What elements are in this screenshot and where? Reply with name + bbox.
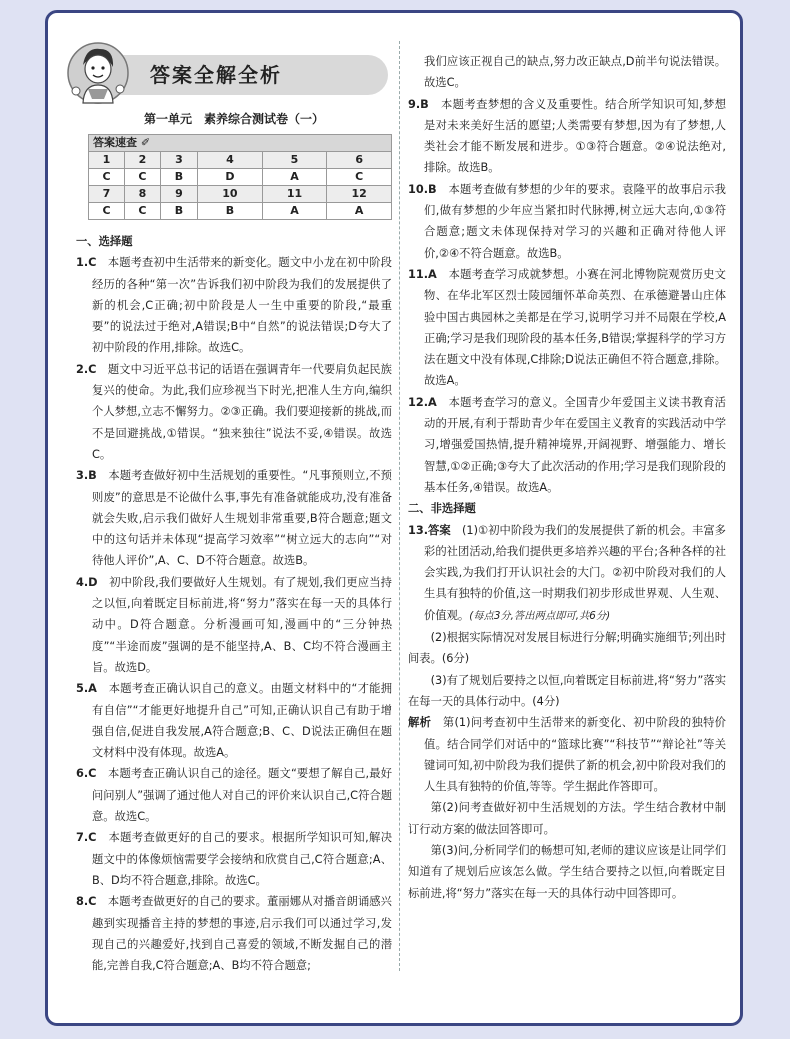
section-heading: 一、选择题	[76, 235, 133, 248]
item-text: 本题考查学习的意义。全国青少年爱国主义读书教育活动的开展,有利于帮助青少年在爱国主义教育的实践活动中学习,增强爱国热情,提升精神境界,开阔视野、增强能力、增长智慧,①②正确;③夸大了此次活动的作用;学习是我们现阶段的基本任务,④错误。故选A。	[424, 395, 726, 494]
item-text: 本题考查梦想的含义及重要性。结合所学知识可知,梦想是对未来美好生活的愿望;人类需要有梦想,因为有了梦想,人类社会才能不断发展和进步。①③符合题意。②④说法绝对,排除。故选B。	[424, 97, 726, 175]
table-cell: C	[124, 203, 160, 220]
item-text: 本题考查做更好的自己的要求。根据所学知识可知,解决题文中的体像烦恼需要学会接纳和欣赏自己,C符合题意;A、B、D均不符合题意,排除。故选C。	[92, 831, 392, 887]
table-row	[89, 152, 392, 169]
item-text: 本题考查初中生活带来的新变化。题文中小龙在初中阶段经历的各种“第一次”告诉我们初中阶段为我们的发展提供了新的机会,C正确;初中阶段是人一生中重要的阶段,“最重要”的说法过于绝对,A错误;B中“自然”的说法错误;D夸大了初中阶段的作用,排除。故选C。	[92, 256, 392, 355]
item-text: 初中阶段,我们要做好人生规划。有了规划,我们更应当持之以恒,向着既定目标前进,将“努力”落实在每一天的具体行动中。D符合题意。分析漫画可知,漫画中的“三分钟热度”“半途而废”强调的是不能坚持,A、B、C均不符合漫画主旨。故选D。	[92, 575, 392, 674]
analysis-text: 第(1)问考查初中生活带来的新变化、初中阶段的独特价值。结合同学们对话中的“篮球比赛”“科技节”“辩论社”等关键词可知,初中阶段为我们提供了新的机会,初中阶段对我们的人生具有独特的价值,等等。学生据此作答即可。	[424, 716, 726, 794]
item-text: 本题考查正确认识自己的意义。由题文材料中的“才能拥有自信”“才能更好地提升自己”可知,正确认识自己有助于增强自信,促进自我发展,A符合题意;B、C、D说法正确但在题文材料中没有体现。故选A。	[92, 682, 392, 760]
item-number: 3.B	[76, 469, 97, 483]
item-number: 2.C	[76, 362, 97, 376]
header-banner	[66, 39, 388, 113]
table-cell: 8	[124, 186, 160, 203]
table-cell: B	[160, 203, 197, 220]
mascot-boy-illustration	[66, 39, 130, 109]
item-text: 本题考查做有梦想的少年的要求。袁隆平的故事启示我们,做有梦想的少年应当紧扣时代脉搏,树立远大志向,①③符合题意;题文未体现保持对学习的兴趣和正确对待他人评价,②④不符合题意。故选B。	[424, 182, 726, 260]
item-number: 11.A	[408, 267, 437, 281]
analysis-part: 第(2)问考查做好初中生活规划的方法。学生结合教材中制订行动方案的做法回答即可。	[408, 801, 726, 836]
banner-title: 答案全解全析	[150, 63, 282, 87]
item-text: 题文中习近平总书记的话语在强调青年一代要肩负起民族复兴的使命。为此,我们应珍视当下时光,把准人生方向,编织个人梦想,立志不懈努力。②③正确。我们要迎接新的挑战,而不是回避挑战,①错误。“独来独往”说法不妥,④错误。故选C。	[92, 362, 392, 461]
section-heading: 二、非选择题	[408, 502, 476, 516]
table-cell: B	[198, 203, 263, 220]
answer-item	[76, 678, 392, 763]
item-number: 1.C	[76, 256, 97, 270]
item-number: 10.B	[408, 182, 437, 196]
table-row	[89, 169, 392, 186]
table-cell: A	[327, 203, 392, 220]
analysis-item	[408, 712, 726, 797]
table-cell: 12	[327, 186, 392, 203]
item-text: (1)①初中阶段为我们的发展提供了新的机会。丰富多彩的社团活动,给我们提供更多培养兴趣的平台;各种各样的社会实践,为我们打开认识社会的大门。②初中阶段对我们的人生具有独特的价值,这一时期我们初步形成世界观、人生观、价值观。	[424, 523, 726, 622]
page-frame	[45, 10, 743, 1026]
item-text: 本题考查做更好的自己的要求。董丽娜从对播音朗诵感兴趣到实现播音主持的梦想的事迹,启示我们可以通过学习,发现自己的兴趣爱好,找到自己喜爱的领域,不断发掘自己的潜能,完善自我,C符合题意;A、B均不符合题意;	[92, 895, 392, 973]
table-cell: 7	[89, 186, 125, 203]
item-text: 本题考查做好初中生活规划的重要性。“凡事预则立,不预则废”的意思是不论做什么事,事先有准备就能成功,没有准备就会失败,启示我们做好人生规划非常重要,B符合题意;题文中的这句话并未体现“提高学习效率”“树立远大的志向”“对待他人评价”,A、C、D不符合题意。故选B。	[92, 469, 392, 568]
table-cell: 4	[198, 152, 263, 169]
table-cell: C	[327, 169, 392, 186]
table-cell: 2	[124, 152, 160, 169]
item-number: 13.答案	[408, 523, 451, 537]
table-cell: A	[262, 169, 327, 186]
answer-item-continued: 我们应该正视自己的缺点,努力改正缺点,D前半句说法错误。故选C。	[424, 55, 726, 90]
item-text: 本题考查学习成就梦想。小赛在河北博物院观赏历史文物、在华北军区烈士陵园缅怀革命英烈、在承德避暑山庄体验中国古典园林之美都是在学习,说明学习并不局限在学校,A正确;学习是我们现阶段的基本任务,B错误;掌握科学的学习方法在题文中没有体现,C排除;D说法正确但不符合题意,排除。故选A。	[424, 267, 726, 388]
answer-table-header: 答案速查 ✐	[89, 135, 392, 152]
table-cell: D	[198, 169, 263, 186]
table-cell: 1	[89, 152, 125, 169]
answer-item	[76, 465, 392, 571]
table-cell: 10	[198, 186, 263, 203]
answer-item	[76, 827, 392, 891]
table-row	[89, 186, 392, 203]
item-number: 6.C	[76, 767, 97, 781]
item-number: 12.A	[408, 395, 437, 409]
answer-item	[408, 520, 726, 627]
answer-item	[76, 572, 392, 678]
table-cell: C	[89, 203, 125, 220]
answer-item	[408, 94, 726, 179]
item-number: 4.D	[76, 575, 98, 589]
answer-table	[88, 134, 392, 220]
right-column	[408, 51, 726, 904]
scoring-note: (每点3分,答出两点即可,共6分)	[469, 609, 611, 622]
table-cell: 3	[160, 152, 197, 169]
table-cell: 6	[327, 152, 392, 169]
table-cell: C	[124, 169, 160, 186]
table-cell: 9	[160, 186, 197, 203]
answer-item	[408, 392, 726, 498]
table-cell: 11	[262, 186, 327, 203]
answer-item	[76, 252, 392, 358]
item-number: 9.B	[408, 97, 429, 111]
item-number: 7.C	[76, 831, 97, 845]
table-cell: 5	[262, 152, 327, 169]
table-cell: A	[262, 203, 327, 220]
answer-item	[76, 891, 392, 976]
column-divider	[399, 41, 400, 971]
item-number: 5.A	[76, 682, 97, 696]
answer-item	[408, 179, 726, 264]
answer-part: (3)有了规划后要持之以恒,向着既定目标前进,将“努力”落实在每一天的具体行动中。(4分)	[408, 673, 726, 708]
left-body	[76, 231, 392, 976]
item-number: 8.C	[76, 895, 97, 909]
table-cell: B	[160, 169, 197, 186]
pencil-icon: ✐	[140, 136, 151, 149]
analysis-part: 第(3)问,分析同学们的畅想可知,老师的建议应该是让同学们知道有了规划后应该怎么做。学生结合要持之以恒,向着既定目标前进,将“努力”落实在每一天的具体行动中回答即可。	[408, 843, 726, 900]
table-cell: C	[89, 169, 125, 186]
answer-item	[408, 264, 726, 392]
table-row	[89, 203, 392, 220]
answer-item	[76, 763, 392, 827]
unit-title: 第一单元 素养综合测试卷（一）	[143, 112, 324, 126]
answer-part: (2)根据实际情况对发展目标进行分解;明确实施细节;列出时间表。(6分)	[408, 631, 726, 666]
answer-item	[76, 359, 392, 465]
analysis-label: 解析	[408, 716, 432, 730]
item-text: 本题考查正确认识自己的途径。题文“要想了解自己,最好问问别人”强调了通过他人对自己的评价来认识自己,C符合题意。故选C。	[92, 767, 392, 824]
